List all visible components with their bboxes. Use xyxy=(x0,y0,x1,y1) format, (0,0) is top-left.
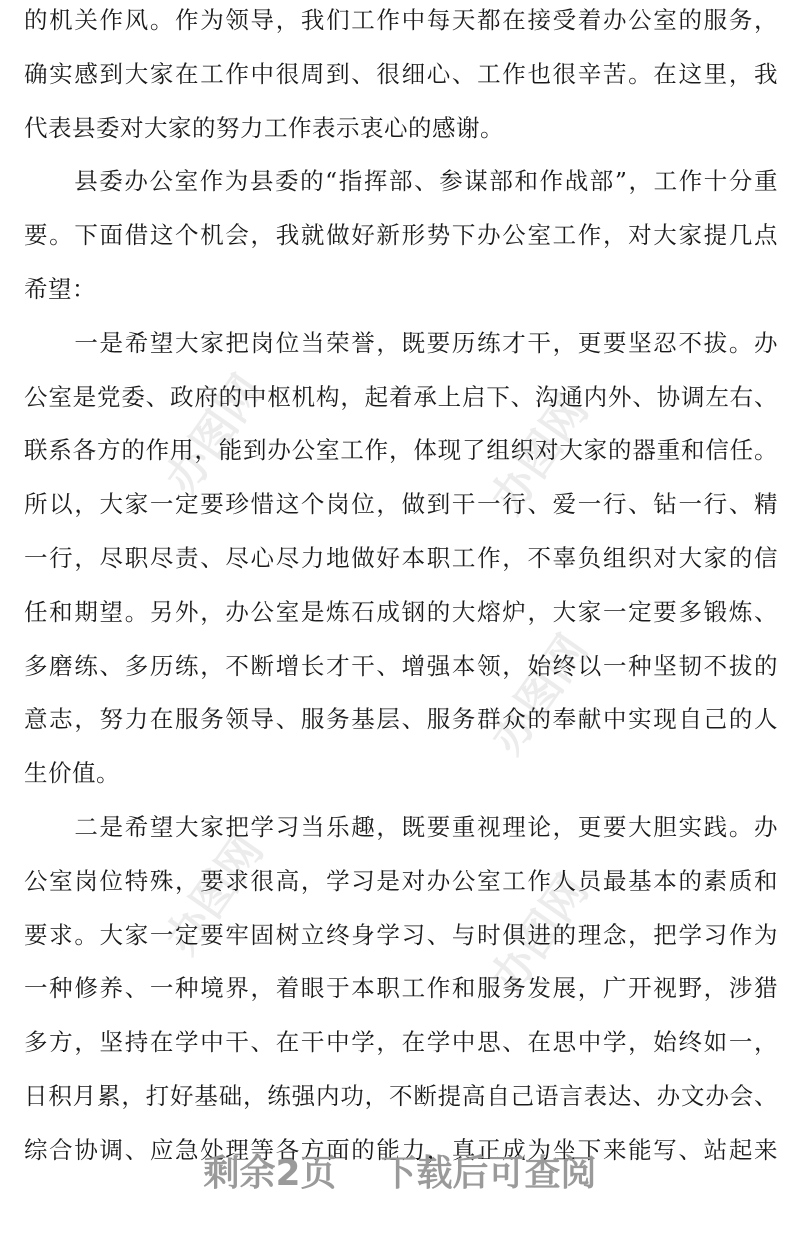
text-line: 综合协调、应急处理等各方面的能力，真正成为坐下来能写、站起来 xyxy=(24,1135,778,1164)
text-line: 生价值。 xyxy=(24,759,120,788)
text-line: 县委办公室作为县委的“指挥部、参谋部和作战部”，工作十分重 xyxy=(24,167,778,196)
download-prompt-label: 下载后可查阅 xyxy=(380,1152,597,1194)
text-line: 多磨练、多历练，不断增长才干、增强本领，始终以一种坚韧不拔的 xyxy=(24,651,778,680)
text-line: 确实感到大家在工作中很周到、很细心、工作也很辛苦。在这里，我 xyxy=(24,59,778,88)
remaining-pages-label: 剩余2页 xyxy=(203,1152,337,1194)
text-line: 要求。大家一定要牢固树立终身学习、与时俱进的理念，把学习作为 xyxy=(24,920,778,949)
text-line: 所以，大家一定要珍惜这个岗位，做到干一行、爱一行、钻一行、精 xyxy=(24,490,778,519)
text-line: 公室岗位特殊，要求很高，学习是对办公室工作人员最基本的素质和 xyxy=(24,866,778,895)
text-line: 代表县委对大家的努力工作表示衷心的感谢。 xyxy=(24,113,504,142)
watermark-1: 办图网 xyxy=(155,365,274,504)
text-line: 联系各方的作用，能到办公室工作，体现了组织对大家的器重和信任。 xyxy=(24,436,778,465)
text-line: 的机关作风。作为领导，我们工作中每天都在接受着办公室的服务， xyxy=(24,6,778,34)
text-line: 多方，坚持在学中干、在干中学，在学中思、在思中学，始终如一， xyxy=(24,1028,778,1057)
watermark-3: 办图网 xyxy=(480,625,599,764)
text-line: 日积月累，打好基础，练强内功，不断提高自己语言表达、办文办会、 xyxy=(24,1081,778,1110)
text-line: 公室是党委、政府的中枢机构，起着承上启下、沟通内外、协调左右、 xyxy=(24,382,778,411)
text-line: 任和期望。另外，办公室是炼石成钢的大熔炉，大家一定要多锻炼、 xyxy=(24,597,778,626)
text-line: 要。下面借这个机会，我就做好新形势下办公室工作，对大家提几点 xyxy=(24,221,778,250)
text-line: 希望： xyxy=(24,274,96,303)
watermark-2: 办图网 xyxy=(480,385,599,524)
watermark-4: 办图网 xyxy=(155,825,274,964)
body-text xyxy=(24,2,778,1186)
text-line: 二是希望大家把学习当乐趣，既要重视理论，更要大胆实践。办 xyxy=(24,812,778,841)
text-line: 一种修养、一种境界，着眼于本职工作和服务发展，广开视野，涉猎 xyxy=(24,974,778,1003)
text-line: 一是希望大家把岗位当荣誉，既要历练才干，更要坚忍不拔。办 xyxy=(24,328,778,357)
text-line: 一行，尽职尽责、尽心尽力地做好本职工作，不辜负组织对大家的信 xyxy=(24,543,778,572)
download-prompt-banner[interactable] xyxy=(0,1140,800,1200)
text-line: 意志，努力在服务领导、服务基层、服务群众的奉献中实现自己的人 xyxy=(24,705,778,734)
watermark-5: 办图网 xyxy=(480,865,599,1004)
